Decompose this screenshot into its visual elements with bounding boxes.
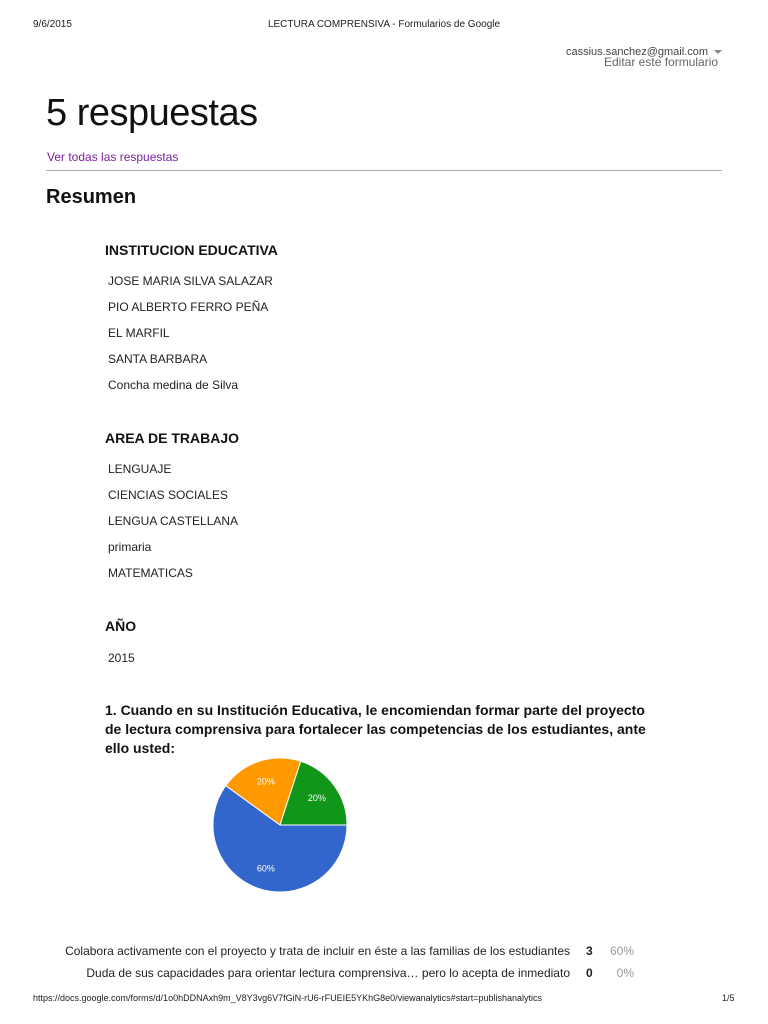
answer-item: LENGUA CASTELLANA [108,514,239,528]
page-title: 5 respuestas [46,92,258,134]
account-email: cassius.sanchez@gmail.com [566,46,708,58]
answer-item: JOSE MARIA SILVA SALAZAR [108,274,273,288]
answer-item: 2015 [108,651,135,665]
legend-label: Duda de sus capacidades para orientar lectura comprensiva… pero lo acepta de inmediato [86,966,570,980]
summary-heading: Resumen [46,186,137,208]
divider [46,170,722,171]
answer-item: Concha medina de Silva [108,378,239,392]
legend-percent: 0% [616,966,634,980]
answer-item: LENGUAJE [108,462,172,476]
legend-row [0,944,768,962]
print-title: LECTURA COMPRENSIVA - Formularios de Google [267,19,501,30]
pie-slice-label: 20% [256,776,275,787]
pie-chart [210,755,350,895]
question-title: 1. Cuando en su Institución Educativa, le encomiendan formar parte del proyecto de lectura comprensiva para fortalecer las competencias de los estudiantes, ante ello usted: [105,702,646,756]
legend-percent: 60% [609,944,634,958]
footer-url: https://docs.google.com/forms/d/1o0hDDNAxh9m_V8Y3vg6V7fGiN-rU6-rFUEIE5YKhG8e0/viewanalytics#start=publishanalytics [33,993,542,1003]
pie-slice-label: 60% [256,863,275,874]
see-all-responses-link[interactable]: Ver todas las respuestas [47,150,179,164]
legend-count: 3 [586,944,593,958]
legend-count: 0 [586,966,593,980]
question-title: AREA DE TRABAJO [105,430,240,446]
pie-slice-label: 20% [307,793,326,804]
legend-label: Colabora activamente con el proyecto y trata de incluir en éste a las familias de los estudiantes [65,944,570,958]
answer-item: SANTA BARBARA [108,352,208,366]
answer-item: EL MARFIL [108,326,170,340]
answer-item: PIO ALBERTO FERRO PEÑA [108,300,269,314]
caret-down-icon [714,50,722,54]
question-title: AÑO [105,618,137,634]
edit-form-link[interactable]: Editar este formulario [604,55,719,69]
answer-item: CIENCIAS SOCIALES [108,488,229,502]
answer-item: primaria [108,540,152,554]
footer-page-number: 1/5 [722,993,735,1003]
question-title: INSTITUCION EDUCATIVA [105,242,278,258]
answer-item: MATEMATICAS [108,566,193,580]
legend-row [0,966,768,984]
print-date: 9/6/2015 [33,19,72,30]
